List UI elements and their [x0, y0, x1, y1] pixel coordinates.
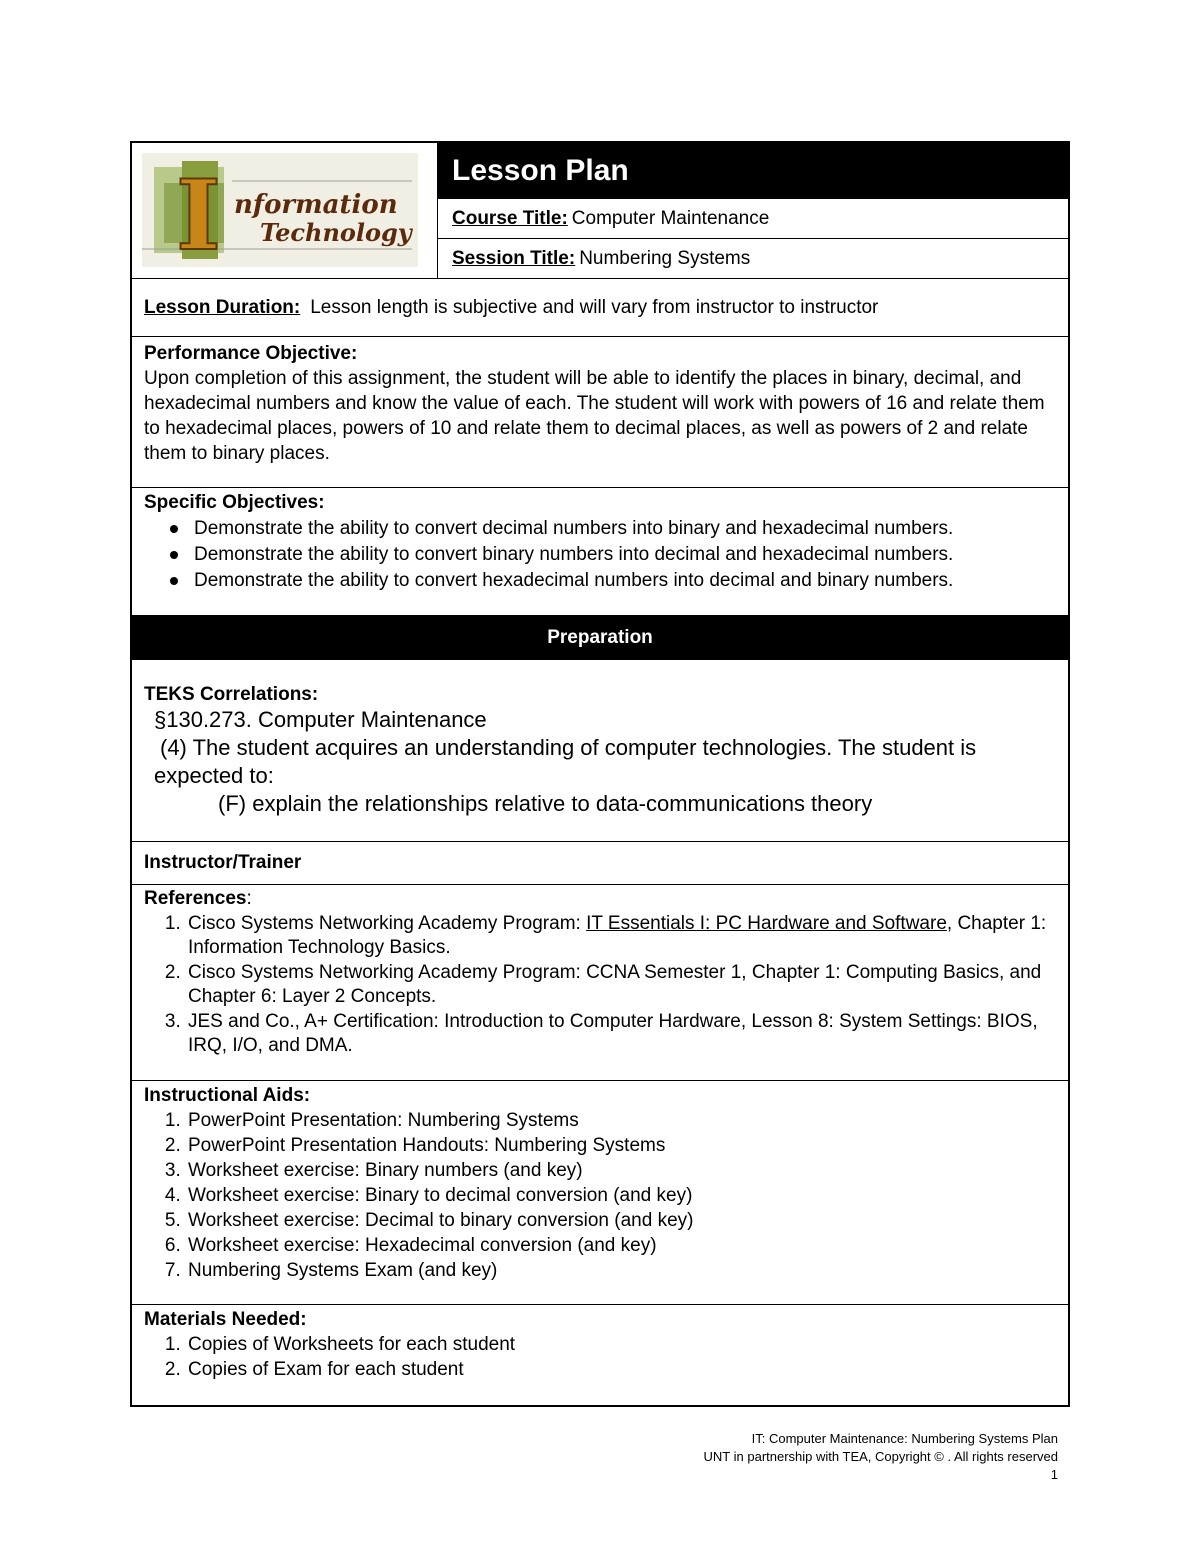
list-item: 2. Copies of Exam for each student — [186, 1357, 1056, 1382]
references-row — [132, 884, 1068, 1080]
instructional-aids-row — [132, 1080, 1068, 1304]
svg-text:Technology: Technology — [260, 218, 412, 247]
footer-title: IT: Computer Maintenance: Numbering Systems Plan — [751, 1431, 1058, 1446]
references-list — [144, 912, 1056, 1059]
header-row — [132, 143, 1068, 278]
list-item: 6. Worksheet exercise: Hexadecimal conversion (and key) — [186, 1233, 1056, 1258]
list-item: 2. Cisco Systems Networking Academy Program: CCNA Semester 1, Chapter 1: Computing Basics, and Chapter 6: Layer 2 Concepts. — [186, 961, 1056, 1010]
session-title-label: Session Title: — [452, 247, 576, 269]
logo-cell — [132, 143, 438, 278]
reference-1-text: Cisco Systems Networking Academy Program: — [188, 912, 587, 934]
course-title-row — [438, 198, 1068, 238]
list-item: 5. Worksheet exercise: Decimal to binary conversion (and key) — [186, 1208, 1056, 1233]
list-item: 4. Worksheet exercise: Binary to decimal conversion (and key) — [186, 1183, 1056, 1208]
session-title-row — [438, 238, 1068, 278]
lesson-duration-row — [132, 278, 1068, 336]
materials-needed-row — [132, 1304, 1068, 1405]
teks-label: TEKS Correlations: — [144, 684, 319, 705]
teks-expectation: (F) explain the relationships relative to data-communications theory — [218, 791, 873, 816]
list-item — [186, 912, 1056, 961]
list-item: 3. Worksheet exercise: Binary numbers (and key) — [186, 1158, 1056, 1183]
specific-list — [144, 516, 1056, 594]
list-item: 3. JES and Co., A+ Certification: Introduction to Computer Hardware, Lesson 8: System Settings: BIOS, IRQ, I/O, and DMA. — [186, 1010, 1056, 1059]
materials-list — [144, 1332, 1056, 1382]
specific-objectives-row — [132, 487, 1068, 615]
materials-label: Materials Needed: — [144, 1309, 307, 1330]
course-title-value: Computer Maintenance — [571, 207, 770, 229]
aids-list — [144, 1108, 1056, 1283]
list-item: 1. PowerPoint Presentation: Numbering Systems — [186, 1108, 1056, 1133]
reference-1-link[interactable]: IT Essentials I: PC Hardware and Software — [586, 912, 947, 934]
svg-text:nformation: nformation — [234, 190, 398, 220]
teks-standard: (4) The student acquires an understanding of computer technologies. The student is expected to: — [154, 735, 977, 788]
list-item: 1. Copies of Worksheets for each student — [186, 1332, 1056, 1357]
svg-text:I: I — [176, 159, 221, 267]
page-title: Lesson Plan — [438, 143, 1068, 198]
aids-label: Instructional Aids: — [144, 1085, 311, 1106]
teks-section: §130.273. Computer Maintenance — [154, 707, 487, 732]
list-item: Demonstrate the ability to convert hexadecimal numbers into decimal and binary numbers. — [194, 568, 1056, 594]
duration-label: Lesson Duration: — [144, 296, 301, 318]
title-column — [438, 143, 1068, 278]
instructor-trainer-row: Instructor/Trainer — [132, 841, 1068, 884]
logo-graphic-icon — [142, 153, 418, 267]
page-footer — [704, 1430, 1058, 1484]
list-item: Demonstrate the ability to convert binary numbers into decimal and hexadecimal numbers. — [194, 542, 1056, 568]
duration-value: Lesson length is subjective and will vary from instructor to instructor — [310, 296, 879, 318]
information-technology-logo — [142, 153, 418, 267]
list-item: Demonstrate the ability to convert decimal numbers into binary and hexadecimal numbers. — [194, 516, 1056, 542]
list-item: 2. PowerPoint Presentation Handouts: Numbering Systems — [186, 1133, 1056, 1158]
reference-1-rest: , Chapter 1: Information Technology Basics. — [188, 912, 1047, 958]
lesson-plan-table — [130, 141, 1070, 1407]
page-number: 1 — [1050, 1467, 1058, 1482]
references-colon: : — [246, 888, 252, 909]
performance-objective-row — [132, 336, 1068, 487]
session-title-value: Numbering Systems — [579, 247, 751, 269]
list-item: 7. Numbering Systems Exam (and key) — [186, 1258, 1056, 1283]
footer-copyright: UNT in partnership with TEA, Copyright © . All rights reserved — [703, 1449, 1058, 1464]
teks-correlations-row — [132, 659, 1068, 841]
course-title-label: Course Title: — [452, 207, 568, 229]
performance-text: Upon completion of this assignment, the student will be able to identify the places in binary, decimal, and hexadecimal numbers and know the value of each. The student will work with powers of 16 and relate them to hexadecimal places, powers of 10 and relate them to decimal places, as well as powers of 2 and relate them to binary places. — [144, 368, 1045, 464]
preparation-header: Preparation — [132, 615, 1068, 659]
specific-label: Specific Objectives: — [144, 492, 325, 513]
references-label: References — [144, 888, 247, 909]
performance-label: Performance Objective: — [144, 343, 358, 364]
